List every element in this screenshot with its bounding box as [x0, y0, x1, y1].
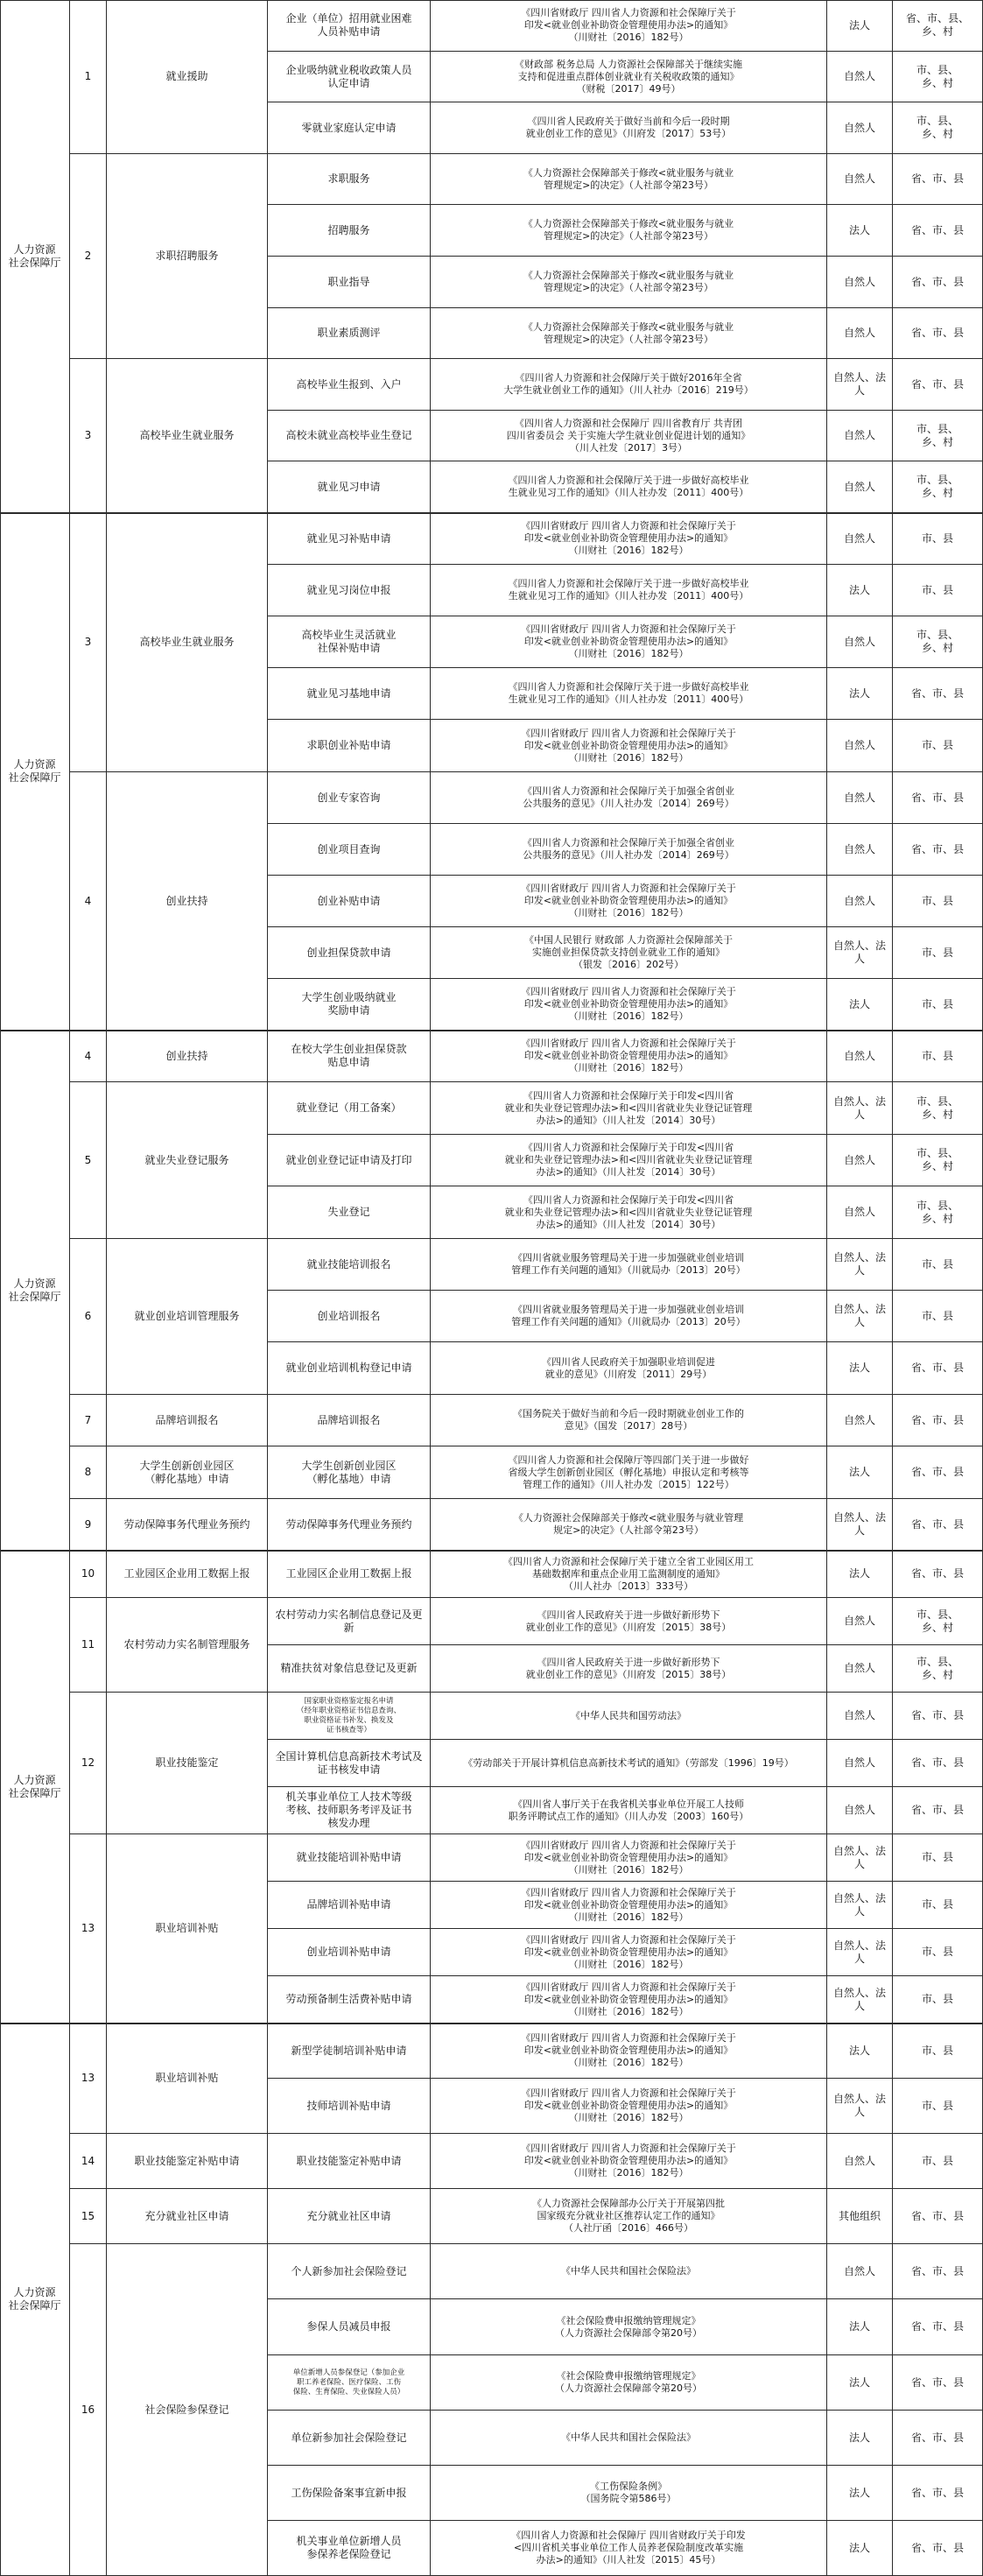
item-name-cell: 就业技能培训报名 — [268, 1239, 431, 1291]
service-level-cell: 市、县、 乡、村 — [893, 1082, 983, 1135]
policy-basis-cell: 《工伤保险条例》 （国务院令第586号） — [431, 2466, 827, 2521]
policy-basis-cell: 《四川省人力资源和社会保障厅 四川省财政厅关于印发 <四川省机关事业单位工作人员养老保险制度改革实施 办法>的通知》（川人社发〔2015〕45号） — [431, 2521, 827, 2576]
item-name-cell: 企业吸纳就业税收政策人员 认定申请 — [268, 52, 431, 102]
policy-basis-cell: 《四川省财政厅 四川省人力资源和社会保障厅关于 印发<就业创业补助资金管理使用办法>的通知》 （川财社〔2016〕182号） — [431, 2079, 827, 2134]
item-name-cell: 企业（单位）招用就业困难 人员补贴申请 — [268, 0, 431, 52]
item-name-cell: 机关事业单位工人技术等级 考核、技师职务考评及证书 核发办理 — [268, 1787, 431, 1834]
service-name-cell: 高校毕业生就业服务 — [107, 359, 268, 513]
service-name-cell: 充分就业社区申请 — [107, 2189, 268, 2244]
policy-basis-cell: 《人力资源社会保障部关于修改<就业服务与就业 管理规定>的决定》（人社部令第23号） — [431, 205, 827, 257]
service-name-cell: 职业培训补贴 — [107, 1834, 268, 2023]
item-name-cell: 创业培训补贴申请 — [268, 1929, 431, 1976]
service-level-cell: 省、市、县 — [893, 2355, 983, 2411]
service-level-cell: 省、市、县 — [893, 257, 983, 308]
policy-basis-cell: 《四川省人力资源和社会保障厅关于建立全省工业园区用工 基础数据库和重点企业用工监测制度的通知》 （川人社办〔2013〕333号） — [431, 1551, 827, 1598]
service-level-cell: 省、市、县 — [893, 2189, 983, 2244]
service-number-cell: 11 — [70, 1598, 107, 1693]
service-level-cell: 省、市、县 — [893, 1395, 983, 1446]
service-number-cell: 5 — [70, 1082, 107, 1239]
service-number-cell: 15 — [70, 2189, 107, 2244]
service-subject-cell: 法人 — [827, 1446, 893, 1499]
service-level-cell: 省、市、县 — [893, 2244, 983, 2299]
service-subject-cell: 自然人 — [827, 461, 893, 513]
service-name-cell: 工业园区企业用工数据上报 — [107, 1551, 268, 1598]
item-name-cell: 国家职业资格鉴定报名申请 （经年职业资格证书信息查询、 职业资格证书补发、换发及 证书核查等） — [268, 1693, 431, 1740]
service-level-cell: 省、市、县 — [893, 1693, 983, 1740]
service-subject-cell: 法人 — [827, 979, 893, 1031]
policy-basis-cell: 《中华人民共和国劳动法》 — [431, 1693, 827, 1740]
policy-basis-cell: 《四川省人力资源和社会保障厅 四川省教育厅 共青团 四川省委员会 关于实施大学生就业创业促进计划的通知》 （川人社发〔2017〕3号） — [431, 411, 827, 461]
policy-basis-cell: 《财政部 税务总局 人力资源社会保障部关于继续实施 支持和促进重点群体创业就业有关税收政策的通知》 （财税〔2017〕49号） — [431, 52, 827, 102]
item-name-cell: 在校大学生创业担保贷款 贴息申请 — [268, 1031, 431, 1082]
page-section-divider — [0, 1550, 983, 1552]
service-name-cell: 农村劳动力实名制管理服务 — [107, 1598, 268, 1693]
item-name-cell: 工业园区企业用工数据上报 — [268, 1551, 431, 1598]
item-name-cell: 品牌培训补贴申请 — [268, 1882, 431, 1929]
department-cell: 人力资源 社会保障厅 — [0, 1031, 70, 1551]
service-name-cell: 社会保险参保登记 — [107, 2244, 268, 2576]
service-name-cell: 职业培训补贴 — [107, 2023, 268, 2134]
service-number-cell: 16 — [70, 2244, 107, 2576]
service-number-cell: 1 — [70, 0, 107, 154]
service-level-cell: 市、县、 乡、村 — [893, 52, 983, 102]
service-level-cell: 省、市、县 — [893, 154, 983, 205]
service-name-cell: 就业援助 — [107, 0, 268, 154]
policy-basis-cell: 《四川省财政厅 四川省人力资源和社会保障厅关于 印发<就业创业补助资金管理使用办法>的通知》 （川财社〔2016〕182号） — [431, 0, 827, 52]
policy-basis-cell: 《四川省人民政府关于进一步做好新形势下 就业创业工作的意见》（川府发〔2015〕38号） — [431, 1598, 827, 1645]
item-name-cell: 就业见习申请 — [268, 461, 431, 513]
item-name-cell: 高校毕业生报到、入户 — [268, 359, 431, 411]
service-level-cell: 市、县、 乡、村 — [893, 1598, 983, 1645]
policy-basis-cell: 《四川省人力资源和社会保障厅关于进一步做好高校毕业 生就业见习工作的通知》（川人社办发〔2011〕400号） — [431, 565, 827, 616]
item-name-cell: 劳动保障事务代理业务预约 — [268, 1499, 431, 1551]
service-subject-cell: 自然人 — [827, 52, 893, 102]
service-number-cell: 14 — [70, 2134, 107, 2189]
item-name-cell: 就业见习基地申请 — [268, 668, 431, 720]
service-level-cell: 市、县、 乡、村 — [893, 411, 983, 461]
service-subject-cell: 自然人 — [827, 2244, 893, 2299]
service-subject-cell: 法人 — [827, 2521, 893, 2576]
service-level-cell: 市、县 — [893, 1291, 983, 1342]
item-name-cell: 就业创业培训机构登记申请 — [268, 1342, 431, 1395]
service-number-cell: 7 — [70, 1395, 107, 1446]
service-subject-cell: 自然人 — [827, 720, 893, 772]
policy-basis-cell: 《四川省人力资源和社会保障厅关于做好2016年全省 大学生就业创业工作的通知》（川人社办〔2016〕219号） — [431, 359, 827, 411]
service-subject-cell: 自然人、法人 — [827, 1291, 893, 1342]
service-number-cell: 6 — [70, 1239, 107, 1395]
policy-basis-cell: 《四川省人力资源和社会保障厅关于印发<四川省 就业和失业登记管理办法>和<四川省就业失业登记证管理 办法>的通知》（川人社发〔2014〕30号） — [431, 1186, 827, 1239]
service-number-cell: 12 — [70, 1693, 107, 1834]
service-name-cell: 创业扶持 — [107, 772, 268, 1031]
service-subject-cell: 法人 — [827, 668, 893, 720]
policy-basis-cell: 《人力资源社会保障部办公厅关于开展第四批 国家级充分就业社区推荐认定工作的通知》 （人社厅函〔2016〕466号） — [431, 2189, 827, 2244]
service-level-cell: 市、县、 乡、村 — [893, 102, 983, 154]
service-subject-cell: 自然人、法人 — [827, 2079, 893, 2134]
service-subject-cell: 自然人 — [827, 257, 893, 308]
service-subject-cell: 法人 — [827, 2355, 893, 2411]
policy-basis-cell: 《人力资源社会保障部关于修改<就业服务与就业 管理规定>的决定》（人社部令第23号） — [431, 154, 827, 205]
service-level-cell: 市、县 — [893, 513, 983, 565]
service-subject-cell: 自然人 — [827, 1395, 893, 1446]
service-subject-cell: 自然人 — [827, 1031, 893, 1082]
service-number-cell: 10 — [70, 1551, 107, 1598]
service-subject-cell: 法人 — [827, 2411, 893, 2466]
service-subject-cell: 自然人 — [827, 616, 893, 668]
item-name-cell: 职业素质测评 — [268, 308, 431, 359]
service-level-cell: 省、市、县 — [893, 2299, 983, 2355]
service-name-cell: 职业技能鉴定补贴申请 — [107, 2134, 268, 2189]
service-level-cell: 省、市、县 — [893, 1740, 983, 1787]
policy-basis-cell: 《人力资源社会保障部关于修改<就业服务与就业 管理规定>的决定》（人社部令第23号） — [431, 308, 827, 359]
item-name-cell: 求职创业补贴申请 — [268, 720, 431, 772]
service-subject-cell: 自然人 — [827, 1598, 893, 1645]
service-name-cell: 就业失业登记服务 — [107, 1082, 268, 1239]
service-name-cell: 职业技能鉴定 — [107, 1693, 268, 1834]
policy-basis-cell: 《四川省财政厅 四川省人力资源和社会保障厅关于 印发<就业创业补助资金管理使用办法>的通知》 （川财社〔2016〕182号） — [431, 616, 827, 668]
policy-basis-cell: 《四川省财政厅 四川省人力资源和社会保障厅关于 印发<就业创业补助资金管理使用办法>的通知》 （川财社〔2016〕182号） — [431, 2134, 827, 2189]
service-level-cell: 市、县 — [893, 1239, 983, 1291]
service-subject-cell: 自然人 — [827, 1135, 893, 1186]
item-name-cell: 零就业家庭认定申请 — [268, 102, 431, 154]
service-subject-cell: 自然人 — [827, 2134, 893, 2189]
policy-basis-cell: 《四川省人民政府关于做好当前和今后一段时期 就业创业工作的意见》（川府发〔2017〕53号） — [431, 102, 827, 154]
table-border-top — [0, 0, 983, 1]
item-name-cell: 高校未就业高校毕业生登记 — [268, 411, 431, 461]
item-name-cell: 技师培训补贴申请 — [268, 2079, 431, 2134]
item-name-cell: 就业登记（用工备案） — [268, 1082, 431, 1135]
service-level-cell: 市、县 — [893, 1882, 983, 1929]
policy-basis-cell: 《四川省财政厅 四川省人力资源和社会保障厅关于 印发<就业创业补助资金管理使用办法>的通知》 （川财社〔2016〕182号） — [431, 1031, 827, 1082]
item-name-cell: 创业担保贷款申请 — [268, 927, 431, 979]
policy-basis-cell: 《四川省人力资源和社会保障厅关于加强全省创业 公共服务的意见》（川人社办发〔2014〕269号） — [431, 824, 827, 876]
item-name-cell: 求职服务 — [268, 154, 431, 205]
service-subject-cell: 自然人、法人 — [827, 1882, 893, 1929]
service-level-cell: 市、县、 乡、村 — [893, 1186, 983, 1239]
item-name-cell: 就业见习补贴申请 — [268, 513, 431, 565]
item-name-cell: 充分就业社区申请 — [268, 2189, 431, 2244]
service-name-cell: 就业创业培训管理服务 — [107, 1239, 268, 1395]
policy-basis-cell: 《四川省财政厅 四川省人力资源和社会保障厅关于 印发<就业创业补助资金管理使用办法>的通知》 （川财社〔2016〕182号） — [431, 720, 827, 772]
service-subject-cell: 自然人、法人 — [827, 1929, 893, 1976]
policy-basis-cell: 《四川省财政厅 四川省人力资源和社会保障厅关于 印发<就业创业补助资金管理使用办法>的通知》 （川财社〔2016〕182号） — [431, 513, 827, 565]
department-cell: 人力资源 社会保障厅 — [0, 2023, 70, 2576]
item-name-cell: 创业培训报名 — [268, 1291, 431, 1342]
item-name-cell: 参保人员减员申报 — [268, 2299, 431, 2355]
page-section-divider — [0, 1030, 983, 1031]
policy-basis-cell: 《四川省财政厅 四川省人力资源和社会保障厅关于 印发<就业创业补助资金管理使用办法>的通知》 （川财社〔2016〕182号） — [431, 1929, 827, 1976]
service-subject-cell: 自然人 — [827, 1787, 893, 1834]
item-name-cell: 机关事业单位新增人员 参保养老保险登记 — [268, 2521, 431, 2576]
service-level-cell: 省、市、县 — [893, 1342, 983, 1395]
service-level-cell: 省、市、县 — [893, 668, 983, 720]
policy-basis-cell: 《四川省人民政府关于加强职业培训促进 就业的意见》（川府发〔2011〕29号） — [431, 1342, 827, 1395]
item-name-cell: 品牌培训报名 — [268, 1395, 431, 1446]
service-number-cell: 4 — [70, 772, 107, 1031]
item-name-cell: 就业创业登记证申请及打印 — [268, 1135, 431, 1186]
table-border-left — [0, 0, 1, 2576]
service-level-cell: 省、市、县 — [893, 2521, 983, 2576]
service-number-cell: 8 — [70, 1446, 107, 1499]
service-level-cell: 省、市、县 — [893, 772, 983, 824]
item-name-cell: 就业见习岗位申报 — [268, 565, 431, 616]
policy-basis-cell: 《四川省财政厅 四川省人力资源和社会保障厅关于 印发<就业创业补助资金管理使用办法>的通知》 （川财社〔2016〕182号） — [431, 1834, 827, 1882]
service-number-cell: 3 — [70, 359, 107, 513]
service-level-cell: 市、县 — [893, 876, 983, 927]
service-subject-cell: 法人 — [827, 1551, 893, 1598]
service-subject-cell: 自然人 — [827, 1693, 893, 1740]
service-level-cell: 省、市、县 — [893, 308, 983, 359]
policy-basis-cell: 《四川省人力资源和社会保障厅关于印发<四川省 就业和失业登记管理办法>和<四川省就业失业登记证管理 办法>的通知》（川人社发〔2014〕30号） — [431, 1082, 827, 1135]
policy-basis-cell: 《四川省人力资源和社会保障厅关于进一步做好高校毕业 生就业见习工作的通知》（川人社办发〔2011〕400号） — [431, 668, 827, 720]
policy-basis-cell: 《四川省人事厅关于在我省机关事业单位开展工人技师 职务评聘试点工作的通知》（川人办发〔2003〕160号） — [431, 1787, 827, 1834]
service-level-cell: 市、县 — [893, 2023, 983, 2079]
service-subject-cell: 自然人 — [827, 1645, 893, 1693]
policy-basis-cell: 《人力资源社会保障部关于修改<就业服务与就业 管理规定>的决定》（人社部令第23号） — [431, 257, 827, 308]
service-subject-cell: 自然人 — [827, 154, 893, 205]
item-name-cell: 单位新参加社会保险登记 — [268, 2411, 431, 2466]
item-name-cell: 个人新参加社会保险登记 — [268, 2244, 431, 2299]
policy-basis-cell: 《四川省财政厅 四川省人力资源和社会保障厅关于 印发<就业创业补助资金管理使用办法>的通知》 （川财社〔2016〕182号） — [431, 876, 827, 927]
service-number-cell: 13 — [70, 2023, 107, 2134]
service-subject-cell: 自然人 — [827, 824, 893, 876]
service-subject-cell: 法人 — [827, 205, 893, 257]
service-level-cell: 市、县 — [893, 979, 983, 1031]
policy-basis-cell: 《四川省财政厅 四川省人力资源和社会保障厅关于 印发<就业创业补助资金管理使用办法>的通知》 （川财社〔2016〕182号） — [431, 1976, 827, 2023]
policy-basis-cell: 《国务院关于做好当前和今后一段时期就业创业工作的 意见》（国发〔2017〕28号） — [431, 1395, 827, 1446]
item-name-cell: 大学生创业吸纳就业 奖励申请 — [268, 979, 431, 1031]
item-name-cell: 精准扶贫对象信息登记及更新 — [268, 1645, 431, 1693]
service-level-cell: 省、市、县 — [893, 359, 983, 411]
page-section-divider — [0, 2023, 983, 2024]
item-name-cell: 失业登记 — [268, 1186, 431, 1239]
policy-basis-cell: 《四川省财政厅 四川省人力资源和社会保障厅关于 印发<就业创业补助资金管理使用办法>的通知》 （川财社〔2016〕182号） — [431, 2023, 827, 2079]
service-subject-cell: 自然人 — [827, 876, 893, 927]
service-level-cell: 市、县 — [893, 2079, 983, 2134]
service-subject-cell: 法人 — [827, 2299, 893, 2355]
service-number-cell: 9 — [70, 1499, 107, 1551]
service-subject-cell: 自然人、法人 — [827, 1239, 893, 1291]
policy-basis-cell: 《四川省就业服务管理局关于进一步加强就业创业培训 管理工作有关问题的通知》（川就局办〔2013〕20号） — [431, 1239, 827, 1291]
service-subject-cell: 法人 — [827, 0, 893, 52]
policy-basis-cell: 《四川省人力资源和社会保障厅关于进一步做好高校毕业 生就业见习工作的通知》（川人社办发〔2011〕400号） — [431, 461, 827, 513]
policy-basis-cell: 《四川省财政厅 四川省人力资源和社会保障厅关于 印发<就业创业补助资金管理使用办法>的通知》 （川财社〔2016〕182号） — [431, 1882, 827, 1929]
service-level-cell: 市、县 — [893, 2134, 983, 2189]
service-subject-cell: 自然人、法人 — [827, 1499, 893, 1551]
policy-basis-cell: 《中国人民银行 财政部 人力资源社会保障部关于 实施创业担保贷款支持创业就业工作的通知》 （银发〔2016〕202号） — [431, 927, 827, 979]
service-subject-cell: 其他组织 — [827, 2189, 893, 2244]
service-level-cell: 省、市、县、 乡、村 — [893, 0, 983, 52]
department-cell: 人力资源 社会保障厅 — [0, 0, 70, 513]
item-name-cell: 职业指导 — [268, 257, 431, 308]
item-name-cell: 全国计算机信息高新技术考试及 证书核发申请 — [268, 1740, 431, 1787]
service-subject-cell: 自然人、法人 — [827, 359, 893, 411]
item-name-cell: 新型学徒制培训补贴申请 — [268, 2023, 431, 2079]
service-level-cell: 省、市、县 — [893, 205, 983, 257]
service-level-cell: 市、县 — [893, 720, 983, 772]
service-level-cell: 省、市、县 — [893, 2466, 983, 2521]
item-name-cell: 大学生创新创业园区 （孵化基地）申请 — [268, 1446, 431, 1499]
policy-basis-cell: 《四川省人力资源和社会保障厅等四部门关于进一步做好 省级大学生创新创业园区（孵化基地）申报认定和考核等 管理工作的通知》（川人社办发〔2015〕122号） — [431, 1446, 827, 1499]
policy-basis-cell: 《社会保险费申报缴纳管理规定》 （人力资源社会保障部令第20号） — [431, 2299, 827, 2355]
service-level-cell: 市、县 — [893, 1031, 983, 1082]
service-subject-cell: 自然人 — [827, 411, 893, 461]
department-cell: 人力资源 社会保障厅 — [0, 513, 70, 1031]
service-subject-cell: 法人 — [827, 1342, 893, 1395]
service-name-cell: 求职招聘服务 — [107, 154, 268, 359]
service-subject-cell: 自然人 — [827, 513, 893, 565]
service-level-cell: 省、市、县 — [893, 2411, 983, 2466]
service-level-cell: 市、县、 乡、村 — [893, 1135, 983, 1186]
item-name-cell: 单位新增人员参保登记（参加企业 职工养老保险、医疗保险、工伤 保险、生育保险、失业保险人员） — [268, 2355, 431, 2411]
service-number-cell: 2 — [70, 154, 107, 359]
service-name-cell: 品牌培训报名 — [107, 1395, 268, 1446]
item-name-cell: 高校毕业生灵活就业 社保补贴申请 — [268, 616, 431, 668]
service-subject-cell: 自然人、法人 — [827, 1976, 893, 2023]
policy-basis-cell: 《社会保险费申报缴纳管理规定》 （人力资源社会保障部令第20号） — [431, 2355, 827, 2411]
item-name-cell: 就业技能培训补贴申请 — [268, 1834, 431, 1882]
service-subject-cell: 自然人 — [827, 308, 893, 359]
service-level-cell: 省、市、县 — [893, 824, 983, 876]
service-number-cell: 13 — [70, 1834, 107, 2023]
service-level-cell: 市、县、 乡、村 — [893, 461, 983, 513]
department-cell: 人力资源 社会保障厅 — [0, 1551, 70, 2023]
service-subject-cell: 自然人 — [827, 1186, 893, 1239]
item-name-cell: 农村劳动力实名制信息登记及更 新 — [268, 1598, 431, 1645]
item-name-cell: 招聘服务 — [268, 205, 431, 257]
item-name-cell: 劳动预备制生活费补贴申请 — [268, 1976, 431, 2023]
policy-basis-cell: 《中华人民共和国社会保险法》 — [431, 2244, 827, 2299]
policy-basis-cell: 《中华人民共和国社会保险法》 — [431, 2411, 827, 2466]
policy-basis-cell: 《四川省就业服务管理局关于进一步加强就业创业培训 管理工作有关问题的通知》（川就局办〔2013〕20号） — [431, 1291, 827, 1342]
policy-basis-cell: 《四川省人力资源和社会保障厅关于加强全省创业 公共服务的意见》（川人社办发〔2014〕269号） — [431, 772, 827, 824]
service-subject-cell: 自然人、法人 — [827, 1834, 893, 1882]
service-name-cell: 劳动保障事务代理业务预约 — [107, 1499, 268, 1551]
service-subject-cell: 法人 — [827, 565, 893, 616]
item-name-cell: 创业专家咨询 — [268, 772, 431, 824]
service-subject-cell: 自然人 — [827, 1740, 893, 1787]
policy-basis-cell: 《人力资源社会保障部关于修改<就业服务与就业管理 规定>的决定》（人社部令第23号） — [431, 1499, 827, 1551]
policy-basis-cell: 《四川省人力资源和社会保障厅关于印发<四川省 就业和失业登记管理办法>和<四川省就业失业登记证管理 办法>的通知》（川人社发〔2014〕30号） — [431, 1135, 827, 1186]
item-name-cell: 工伤保险备案事宜新申报 — [268, 2466, 431, 2521]
service-subject-cell: 自然人、法人 — [827, 1082, 893, 1135]
service-name-cell: 高校毕业生就业服务 — [107, 513, 268, 772]
service-subject-cell: 法人 — [827, 2023, 893, 2079]
service-level-cell: 市、县、 乡、村 — [893, 1645, 983, 1693]
service-name-cell: 大学生创新创业园区 （孵化基地）申请 — [107, 1446, 268, 1499]
service-subject-cell: 法人 — [827, 2466, 893, 2521]
service-name-cell: 创业扶持 — [107, 1031, 268, 1082]
item-name-cell: 创业项目查询 — [268, 824, 431, 876]
service-subject-cell: 自然人 — [827, 772, 893, 824]
service-level-cell: 市、县 — [893, 1834, 983, 1882]
item-name-cell: 职业技能鉴定补贴申请 — [268, 2134, 431, 2189]
service-level-cell: 市、县 — [893, 1976, 983, 2023]
service-subject-cell: 自然人 — [827, 102, 893, 154]
service-level-cell: 省、市、县 — [893, 1551, 983, 1598]
item-name-cell: 创业补贴申请 — [268, 876, 431, 927]
service-level-cell: 省、市、县 — [893, 1499, 983, 1551]
policy-basis-cell: 《四川省人民政府关于进一步做好新形势下 就业创业工作的意见》（川府发〔2015〕38号） — [431, 1645, 827, 1693]
service-level-cell: 市、县、 乡、村 — [893, 616, 983, 668]
service-number-cell: 4 — [70, 1031, 107, 1082]
service-subject-cell: 自然人、法人 — [827, 927, 893, 979]
service-level-cell: 市、县 — [893, 565, 983, 616]
page-section-divider — [0, 512, 983, 514]
policy-basis-cell: 《劳动部关于开展计算机信息高新技术考试的通知》（劳部发〔1996〕19号） — [431, 1740, 827, 1787]
policy-basis-cell: 《四川省财政厅 四川省人力资源和社会保障厅关于 印发<就业创业补助资金管理使用办法>的通知》 （川财社〔2016〕182号） — [431, 979, 827, 1031]
service-number-cell: 3 — [70, 513, 107, 772]
service-level-cell: 省、市、县 — [893, 1446, 983, 1499]
service-level-cell: 省、市、县 — [893, 1787, 983, 1834]
service-level-cell: 市、县 — [893, 1929, 983, 1976]
service-level-cell: 市、县 — [893, 927, 983, 979]
